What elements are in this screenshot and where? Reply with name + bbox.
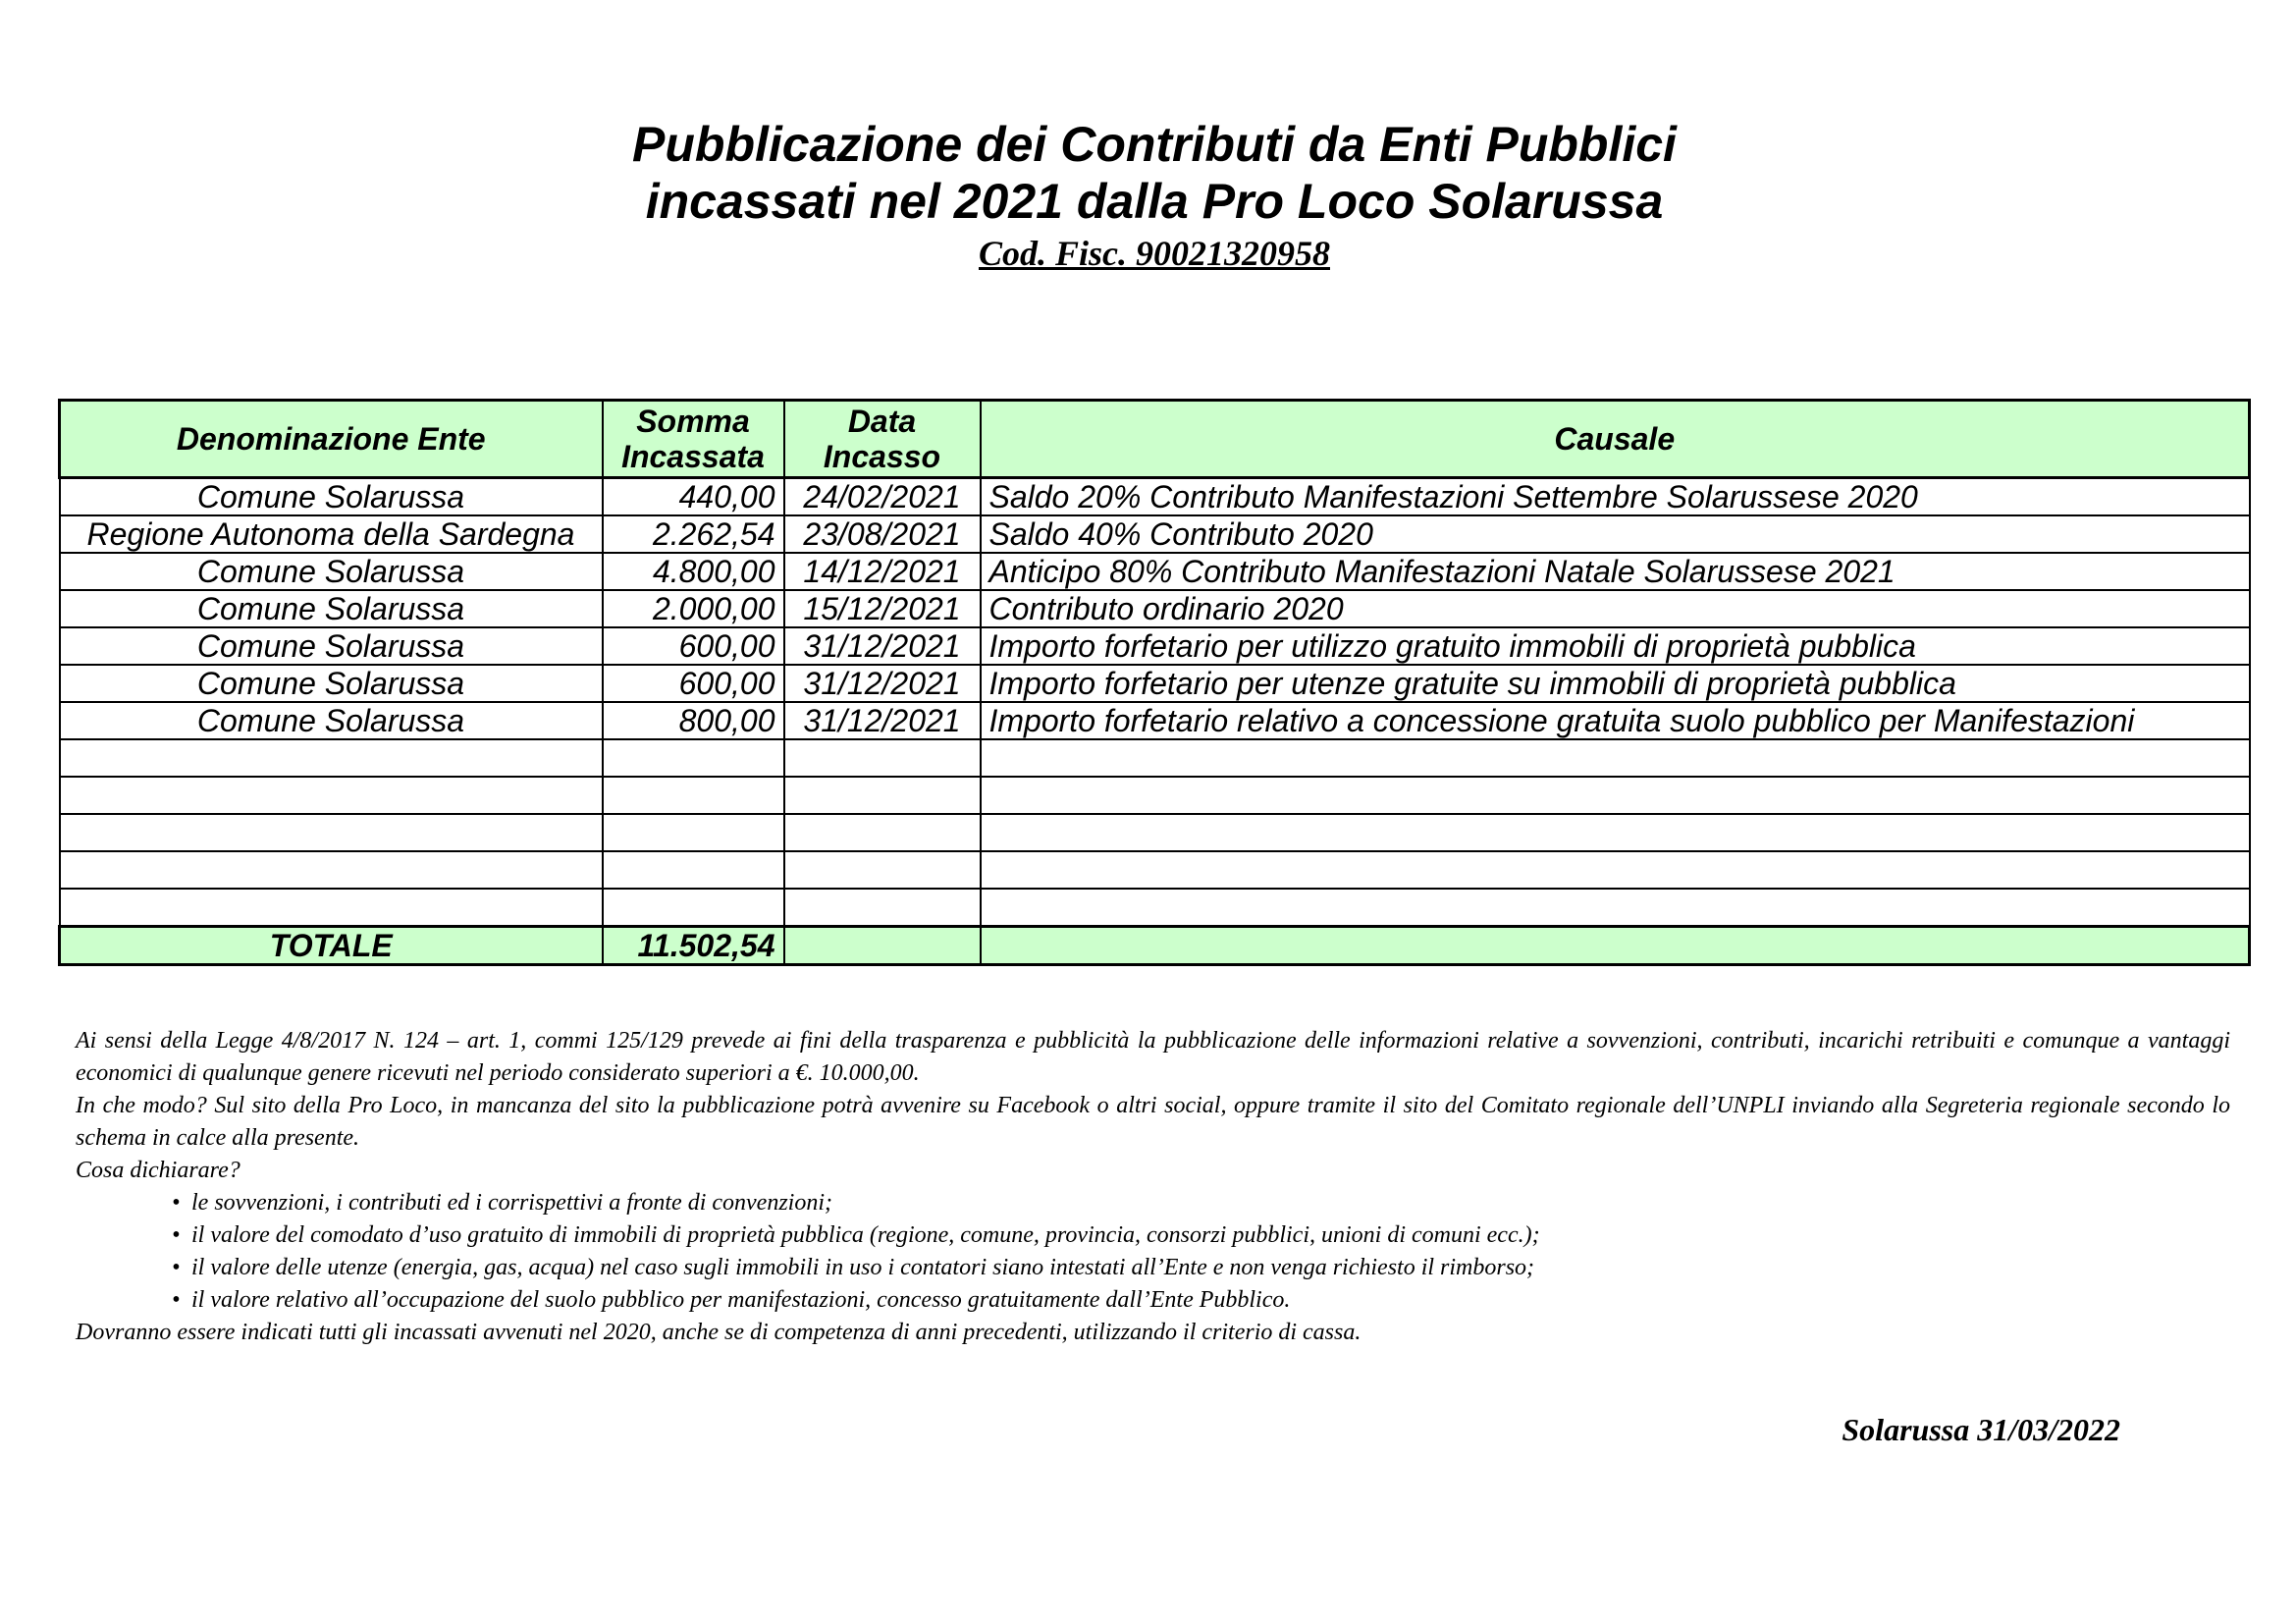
table-row-empty	[60, 851, 2250, 889]
title-line-1: Pubblicazione dei Contributi da Enti Pubblici	[632, 117, 1677, 172]
cell-somma	[603, 889, 784, 927]
cell-causale: Contributo ordinario 2020	[981, 590, 2250, 627]
total-empty-data	[784, 927, 981, 965]
header-somma: Somma Incassata	[603, 401, 784, 478]
cell-causale: Importo forfetario per utilizzo gratuito immobili di proprietà pubblica	[981, 627, 2250, 665]
bullet-text: il valore del comodato d’uso gratuito di immobili di proprietà pubblica (regione, comune, provincia, consorzi pubblici, unioni di comuni ecc.);	[191, 1222, 1540, 1248]
cell-data	[784, 889, 981, 927]
cell-somma: 4.800,00	[603, 553, 784, 590]
table-row	[60, 665, 2250, 702]
table-row	[60, 627, 2250, 665]
cell-data: 23/08/2021	[784, 515, 981, 553]
list-item	[172, 1252, 2230, 1284]
cell-ente: Comune Solarussa	[60, 590, 603, 627]
bullet-icon: •	[172, 1287, 181, 1313]
list-item	[172, 1187, 2230, 1219]
cell-somma	[603, 814, 784, 851]
bullet-text: il valore delle utenze (energia, gas, acqua) nel caso sugli immobili in uso i contatori siano intestati all’Ente e non venga richiesto il rimborso;	[191, 1255, 1535, 1280]
table-row	[60, 515, 2250, 553]
cell-ente	[60, 814, 603, 851]
legal-notes	[76, 1025, 2230, 1349]
cell-data: 14/12/2021	[784, 553, 981, 590]
cell-data	[784, 777, 981, 814]
cell-somma: 2.262,54	[603, 515, 784, 553]
table-row-empty	[60, 739, 2250, 777]
table-row	[60, 553, 2250, 590]
table-row-empty	[60, 889, 2250, 927]
total-empty-causale	[981, 927, 2250, 965]
cell-somma	[603, 739, 784, 777]
cell-ente: Comune Solarussa	[60, 478, 603, 516]
cell-data	[784, 739, 981, 777]
title-line-2: incassati nel 2021 dalla Pro Loco Solarussa	[645, 174, 1664, 229]
cell-ente: Comune Solarussa	[60, 553, 603, 590]
notes-bullet-list	[76, 1187, 2230, 1317]
cell-causale: Saldo 20% Contributo Manifestazioni Settembre Solarussese 2020	[981, 478, 2250, 516]
cell-ente	[60, 777, 603, 814]
table-row-empty	[60, 777, 2250, 814]
cell-data: 31/12/2021	[784, 627, 981, 665]
notes-paragraph-law: Ai sensi della Legge 4/8/2017 N. 124 – art. 1, commi 125/129 prevede ai fini della trasparenza e pubblicità la pubblicazione delle informazioni relative a sovvenzioni, contributi, incarichi retribuiti e comunque a vantaggi economici di qualunque genere ricevuti nel periodo considerato superiori a €. 10.000,00.	[76, 1028, 2230, 1086]
cell-somma: 440,00	[603, 478, 784, 516]
notes-question: Cosa dichiarare?	[76, 1158, 240, 1183]
cell-causale: Importo forfetario per utenze gratuite su immobili di proprietà pubblica	[981, 665, 2250, 702]
cell-ente: Comune Solarussa	[60, 627, 603, 665]
bullet-text: il valore relativo all’occupazione del suolo pubblico per manifestazioni, concesso gratuitamente dall’Ente Pubblico.	[191, 1287, 1291, 1313]
header-causale: Causale	[981, 401, 2250, 478]
table-header-row	[60, 401, 2250, 478]
cell-ente	[60, 851, 603, 889]
cell-causale	[981, 814, 2250, 851]
cell-causale: Anticipo 80% Contributo Manifestazioni Natale Solarussese 2021	[981, 553, 2250, 590]
cell-somma: 2.000,00	[603, 590, 784, 627]
cell-somma: 800,00	[603, 702, 784, 739]
cell-causale	[981, 777, 2250, 814]
table-row	[60, 478, 2250, 516]
cell-data: 15/12/2021	[784, 590, 981, 627]
cell-ente	[60, 739, 603, 777]
bullet-icon: •	[172, 1255, 181, 1280]
cell-somma: 600,00	[603, 665, 784, 702]
contributions-table	[58, 399, 2251, 966]
cell-ente: Comune Solarussa	[60, 702, 603, 739]
bullet-icon: •	[172, 1222, 181, 1248]
table-row	[60, 590, 2250, 627]
cell-causale	[981, 739, 2250, 777]
cell-causale	[981, 851, 2250, 889]
notes-paragraph-how: In che modo? Sul sito della Pro Loco, in mancanza del sito la pubblicazione potrà avvenire su Facebook o altri social, oppure tramite il sito del Comitato regionale dell’UNPLI inviando alla Segreteria regionale secondo lo schema in calce alla presente.	[76, 1093, 2230, 1151]
cell-data	[784, 851, 981, 889]
table-row-empty	[60, 814, 2250, 851]
bullet-text: le sovvenzioni, i contributi ed i corrispettivi a fronte di convenzioni;	[191, 1190, 832, 1216]
cell-somma	[603, 777, 784, 814]
notes-closing: Dovranno essere indicati tutti gli incassati avvenuti nel 2020, anche se di competenza di anni precedenti, utilizzando il criterio di cassa.	[76, 1320, 1362, 1345]
list-item	[172, 1219, 2230, 1252]
list-item	[172, 1284, 2230, 1317]
header-ente: Denominazione Ente	[60, 401, 603, 478]
cell-ente: Comune Solarussa	[60, 665, 603, 702]
total-value: 11.502,54	[603, 927, 784, 965]
cell-somma: 600,00	[603, 627, 784, 665]
cell-data: 24/02/2021	[784, 478, 981, 516]
cell-data: 31/12/2021	[784, 702, 981, 739]
cell-ente	[60, 889, 603, 927]
total-label: TOTALE	[60, 927, 603, 965]
cell-ente: Regione Autonoma della Sardegna	[60, 515, 603, 553]
cell-causale: Importo forfetario relativo a concessione gratuita suolo pubblico per Manifestazioni	[981, 702, 2250, 739]
document-header	[0, 116, 2296, 275]
bullet-icon: •	[172, 1190, 181, 1216]
header-data: Data Incasso	[784, 401, 981, 478]
total-row	[60, 927, 2250, 965]
place-date-signature: Solarussa 31/03/2022	[1842, 1412, 2120, 1447]
table-row	[60, 702, 2250, 739]
cell-data: 31/12/2021	[784, 665, 981, 702]
cell-causale	[981, 889, 2250, 927]
cell-causale: Saldo 40% Contributo 2020	[981, 515, 2250, 553]
codice-fiscale: Cod. Fisc. 90021320958	[978, 234, 1330, 273]
cell-somma	[603, 851, 784, 889]
cell-data	[784, 814, 981, 851]
